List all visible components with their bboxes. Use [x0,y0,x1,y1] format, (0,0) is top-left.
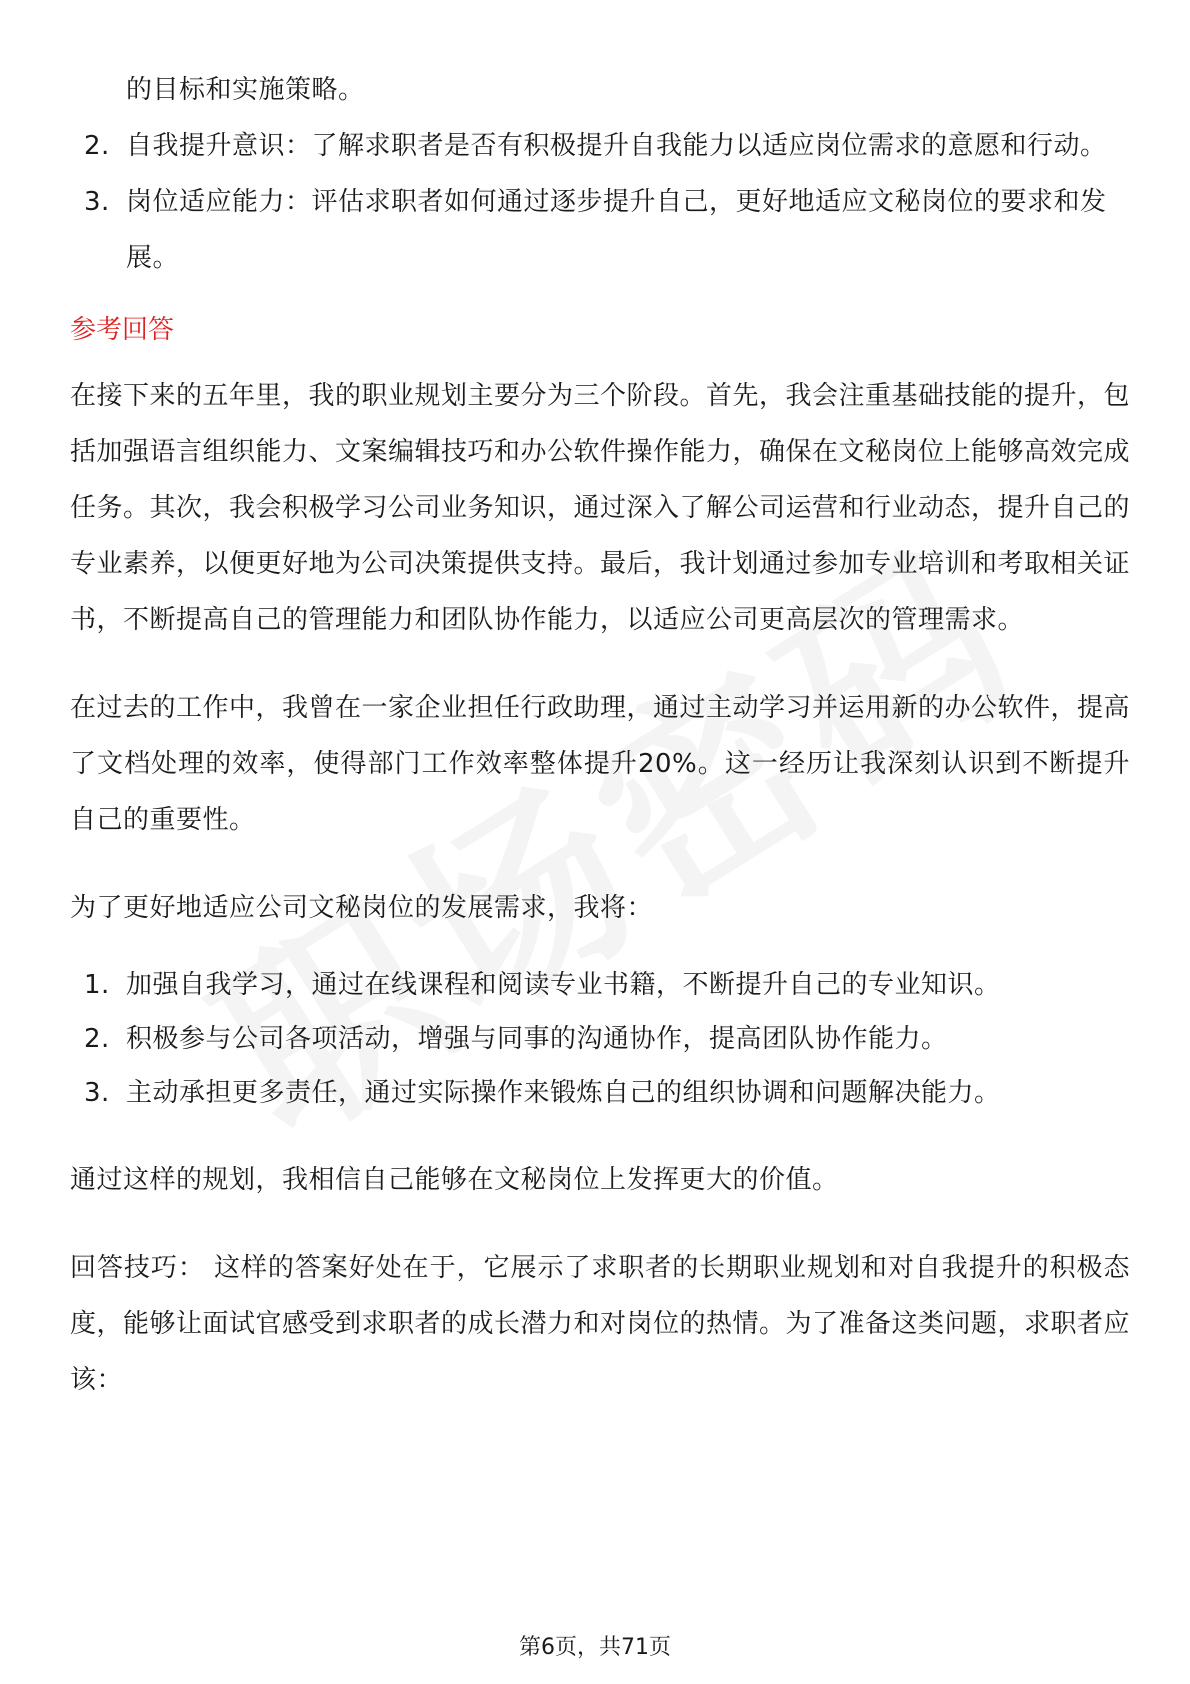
list-item [70,174,1130,286]
list-item-text: 主动承担更多责任，通过实际操作来锻炼自己的组织协调和问题解决能力。 [126,1078,1001,1108]
answer-paragraph-2: 在过去的工作中，我曾在一家企业担任行政助理，通过主动学习并运用新的办公软件，提高了文档处理的效率，使得部门工作效率整体提升20%。这一经历让我深刻认识到不断提升自己的重要性。 [70,693,1131,835]
page-number: 第6页，共71页 [519,1635,671,1660]
list-item [70,958,1130,1012]
list-item [70,1012,1130,1066]
page-content [70,62,1130,1408]
list-item-number: 2. [84,131,110,161]
answer-paragraph-3: 为了更好地适应公司文秘岗位的发展需求，我将： [70,893,654,923]
section-title: 参考回答 [70,315,175,345]
answer-tips-paragraph: 回答技巧： 这样的答案好处在于，它展示了求职者的长期职业规划和对自我提升的积极态度，能够让面试官感受到求职者的成长潜力和对岗位的热情。为了准备这类问题，求职者应该： [70,1253,1131,1395]
plan-list [70,958,1130,1120]
list-item-text: 岗位适应能力：评估求职者如何通过逐步提升自己，更好地适应文秘岗位的要求和发展。 [126,187,1107,273]
list-item-number: 2. [84,1024,110,1054]
list-item-text: 自我提升意识：了解求职者是否有积极提升自我能力以适应岗位需求的意愿和行动。 [126,131,1107,161]
answer-paragraph-1: 在接下来的五年里，我的职业规划主要分为三个阶段。首先，我会注重基础技能的提升，包括加强语言组织能力、文案编辑技巧和办公软件操作能力，确保在文秘岗位上能够高效完成任务。其次，我会积极学习公司业务知识，通过深入了解公司运营和行业动态，提升自己的专业素养，以便更好地为公司决策提供支持。最后，我计划通过参加专业培训和考取相关证书，不断提高自己的管理能力和团队协作能力，以适应公司更高层次的管理需求。 [70,381,1131,635]
list-item [70,1066,1130,1120]
list-item-number: 3. [84,1078,110,1108]
answer-paragraph-4: 通过这样的规划，我相信自己能够在文秘岗位上发挥更大的价值。 [70,1165,839,1195]
evaluation-points-list [70,118,1130,286]
list-item-text: 积极参与公司各项活动，增强与同事的沟通协作，提高团队协作能力。 [126,1024,948,1054]
list-item-number: 1. [84,970,110,1000]
list-item-number: 3. [84,187,110,217]
list-item-text: 加强自我学习，通过在线课程和阅读专业书籍，不断提升自己的专业知识。 [126,970,1001,1000]
list-continuation: 的目标和实施策略。 [126,75,365,105]
list-item [70,118,1130,174]
